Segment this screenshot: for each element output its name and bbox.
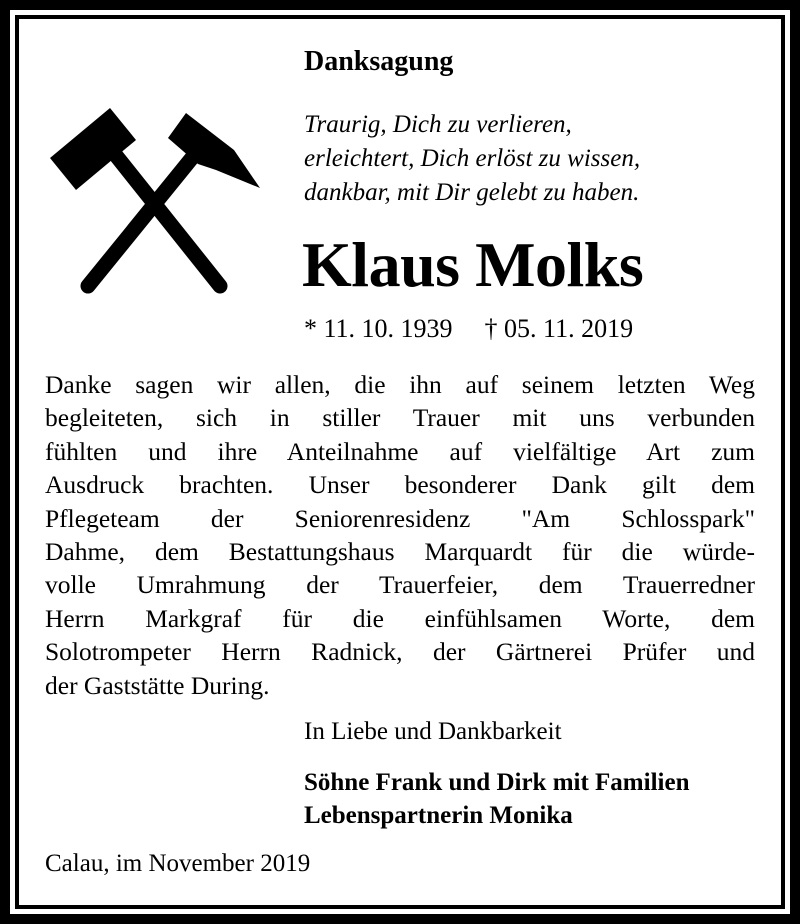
motto-line: erleichtert, Dich erlöst zu wissen, [304,145,641,172]
closing: In Liebe und Dankbarkeit [304,718,562,745]
body-line: Solotrompeter Herrn Radnick, der Gärtnerei Prüfer und [45,637,755,667]
body-line: der Gaststätte During. [45,670,270,700]
deceased-name: Klaus Molks [302,229,644,300]
motto-line: dankbar, mit Dir gelebt zu haben. [304,179,640,206]
place-date: Calau, im November 2019 [45,850,311,877]
body-line: Herrn Markgraf für die einfühlsamen Worte, dem [45,603,755,633]
body-line: fühlten und ihre Anteilnahme auf vielfältige Art zum [45,436,755,466]
signer-line: Söhne Frank und Dirk mit Familien [304,769,690,796]
signer-line: Lebenspartnerin Monika [304,802,573,829]
life-dates [304,314,665,344]
crossed-hammers-icon [50,108,260,303]
body-line: Danke sagen wir allen, die ihn auf seinem letzten Weg [45,370,755,399]
body-text [45,368,755,702]
body-line: begleiteten, sich in stiller Trauer mit uns verbunden [45,403,755,433]
motto-line: Traurig, Dich zu verlieren, [304,111,572,138]
death-date: † 05. 11. 2019 [484,314,634,343]
body-line: Ausdruck brachten. Unser besonderer Dank gilt dem [45,470,755,500]
heading: Danksagung [304,46,454,77]
body-line: Pflegeteam der Seniorenresidenz "Am Schlosspark" [45,503,755,533]
birth-date: * 11. 10. 1939 [304,314,453,343]
signers [304,766,689,832]
body-line: volle Umrahmung der Trauerfeier, dem Trauerredner [45,570,755,600]
body-line: Dahme, dem Bestattungshaus Marquardt für die würde- [45,537,755,567]
motto [304,108,640,210]
